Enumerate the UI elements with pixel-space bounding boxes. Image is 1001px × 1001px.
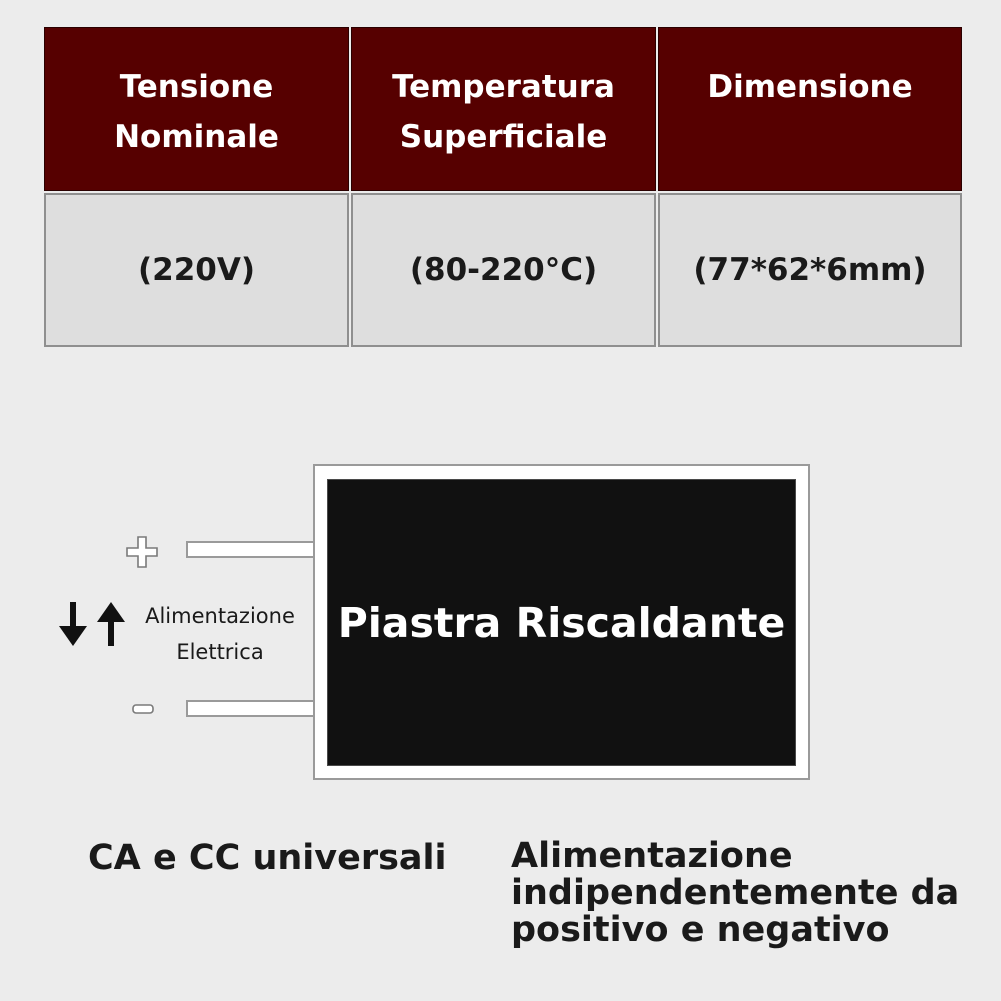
caption-polarity xyxy=(511,838,959,949)
header-line: Temperatura xyxy=(392,69,615,105)
caption-line: Alimentazione xyxy=(511,836,793,876)
heating-plate xyxy=(327,479,796,766)
arrow-down-icon xyxy=(58,600,88,648)
caption-line: positivo e negativo xyxy=(511,910,890,950)
power-label-line: Alimentazione xyxy=(145,604,295,628)
arrow-up-icon xyxy=(96,600,126,648)
header-line: Tensione xyxy=(119,69,274,105)
header-line: Nominale xyxy=(114,119,279,155)
caption-line: indipendentemente da xyxy=(511,873,960,913)
header-line: Dimensione xyxy=(707,69,913,105)
power-label-line: Elettrica xyxy=(176,640,264,664)
value-dimensione: (77*62*6mm) xyxy=(658,193,962,347)
caption-ac-dc: CA e CC universali xyxy=(88,838,447,878)
minus-icon xyxy=(131,700,155,718)
positive-lead-wire xyxy=(186,541,316,558)
power-supply-label xyxy=(130,598,310,670)
value-tensione: (220V) xyxy=(44,193,349,347)
value-temperatura: (80-220°C) xyxy=(351,193,656,347)
plate-label: Piastra Riscaldante xyxy=(337,598,786,647)
plus-icon xyxy=(125,535,159,569)
header-line: Superficiale xyxy=(399,119,608,155)
negative-lead-wire xyxy=(186,700,316,717)
